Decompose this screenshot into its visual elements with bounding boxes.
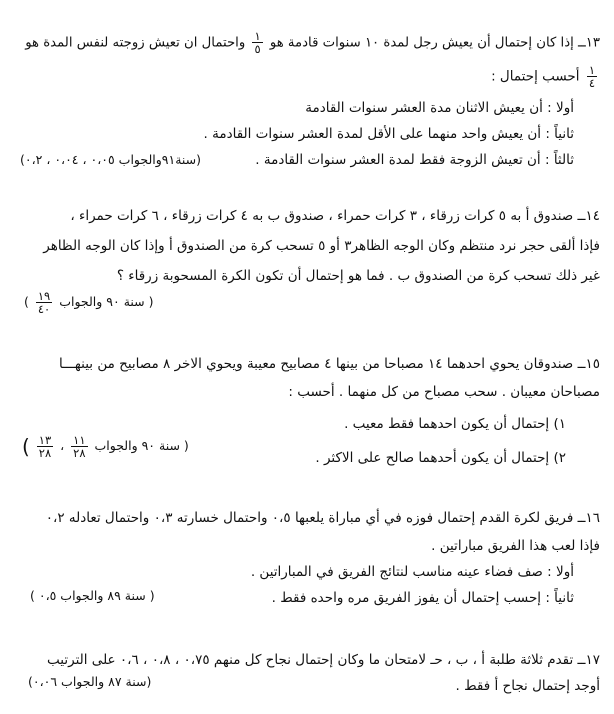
q13-part3: ثالثاً : أن تعيش الزوجة فقط لمدة العشر سنوات القادمة . (255, 152, 574, 168)
q16-line2: فإذا لعب هذا الفريق مباراتين . (431, 538, 600, 554)
q15-part1: ١) إحتمال أن يكون احدهما فقط معيب . (344, 416, 566, 432)
q17-line1: ١٧ــ تقدم ثلاثة طلبة أ ، ب ، حـ لامتحان ما وكان إحتمال نجاح كل منهم ٠،٧٥ ، ٠،٨ ، ٠،٦ على الترتيب (47, 652, 600, 668)
q15-answer-text: ( سنة ٩٠ والجواب (94, 438, 189, 453)
q16-line1: ١٦ــ فريق لكرة القدم إحتمال فوزه في أي مباراة يلعبها ٠،٥ واحتمال خسارته ٠،٣ واحتمال تعادله ٠،٢ (45, 510, 600, 526)
q13-fraction-wife: $\frac{١}{٤}$ (588, 63, 595, 90)
q13-line1-end: واحتمال ان تعيش زوجته لنفس المدة هو (25, 35, 246, 51)
q15-answer-close: ) (22, 434, 30, 459)
q17-line2: أوجد إحتمال نجاح أ فقط . (455, 678, 600, 694)
q16-part1: أولا : صف فضاء عينه مناسب لنتائج الفريق في المباراتين . (250, 564, 574, 580)
q13-line2 (491, 64, 600, 89)
q15-part2: ٢) إحتمال أن يكون أحدهما صالح على الاكثر . (315, 450, 566, 466)
q14-answer (24, 290, 154, 315)
q15-answer-separator: ، (60, 438, 65, 453)
q17-answer: (سنة ٨٧ والجواب ٠،٠٦) (28, 674, 152, 689)
q14-line2: فإذا ألقى حجر نرد منتظم وكان الوجه الظاهر٣ أو ٥ تسحب كرة من الصندوق أ وإذا كان الوجه الظاهر (43, 238, 600, 254)
q14-line1: ١٤ــ صندوق أ به ٥ كرات زرقاء ، ٣ كرات حمراء ، صندوق ب به ٤ كرات زرقاء ، ٦ كرات حمراء ، (70, 208, 600, 224)
q15-answer-fraction-2: $\frac{١٣}{٢٨}$ (38, 433, 52, 460)
q13-line1-start: ١٣ــ إذا كان إحتمال أن يعيش رجل لمدة ١٠ سنوات قادمة هو (269, 35, 600, 51)
q13-answer: (سنة٩١والجواب ٠،٠٥ ، ٠،٠٤ ، ٠،٢) (20, 152, 202, 167)
q13-calc-label: أحسب إحتمال : (491, 68, 580, 85)
q15-answer (22, 434, 189, 459)
q15-line2: مصباحان معيبان . سحب مصباح من كل منهما . أحسب : (288, 384, 600, 400)
q13-fraction-husband: $\frac{١}{٥}$ (254, 29, 261, 56)
q14-answer-close: ) (24, 294, 29, 309)
q14-answer-text: ( سنة ٩٠ والجواب (59, 294, 154, 309)
q13-part1: أولا : أن يعيش الاثنان مدة العشر سنوات القادمة (305, 100, 574, 116)
q15-answer-fraction-1: $\frac{١١}{٢٨}$ (73, 433, 86, 460)
q14-line3: غير ذلك تسحب كرة من الصندوق ب . فما هو إحتمال أن تكون الكرة المسحوبة زرقاء ؟ (116, 268, 600, 284)
q15-line1: ١٥ــ صندوقان يحوي احدهما ١٤ مصباحا من بينها ٤ مصابيح معيبة ويحوي الاخر ٨ مصابيح من بينهـــا (58, 356, 600, 372)
q14-answer-fraction: $\frac{١٩}{٤٠}$ (37, 289, 51, 316)
q16-answer: ( سنة ٨٩ والجواب ٠،٥ ) (30, 588, 155, 603)
q13-line1 (25, 30, 600, 55)
q16-part2: ثانياً : إحسب إحتمال أن يفوز الفريق مره واحده فقط . (271, 590, 574, 606)
q13-part2: ثانياً : أن يعيش واحد منهما على الأقل لمدة العشر سنوات القادمة . (203, 126, 574, 142)
